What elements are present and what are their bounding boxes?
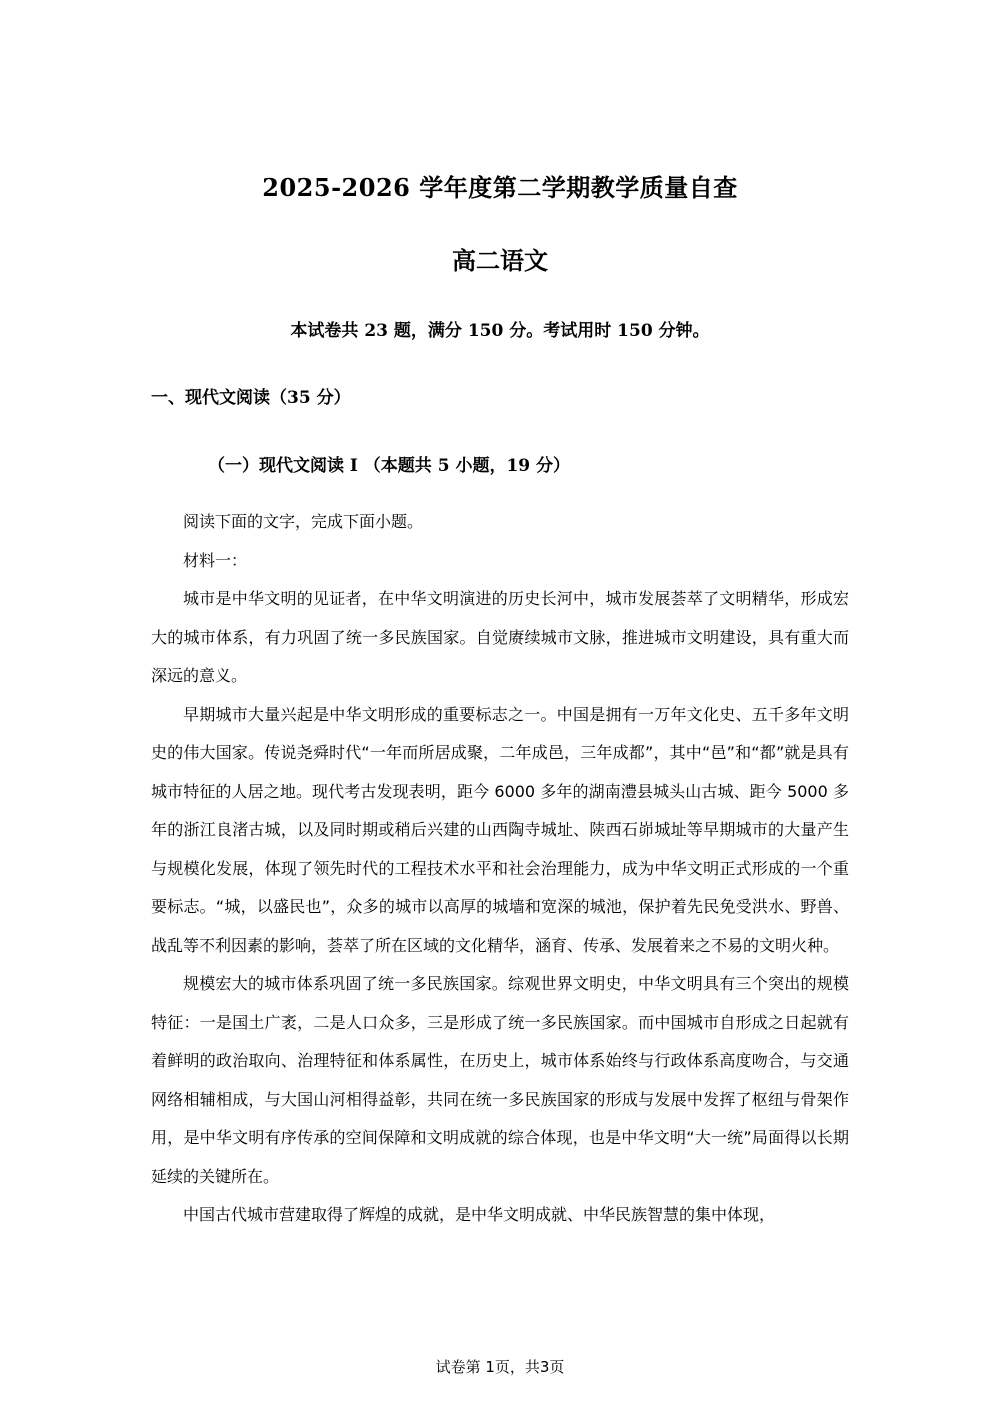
instruction-text: 阅读下面的文字，完成下面小题。 [183,512,424,531]
passage-paragraph: 规模宏大的城市体系巩固了统一多民族国家。综观世界文明史，中华文明具有三个突出的规模特征：一是国土广袤，二是人口众多，三是形成了统一多民族国家。而中国城市自形成之日起就有着鲜明的政治取向、治理特征和体系属性，在历史上，城市体系始终与行政体系高度吻合，与交通网络相辅相成，与大国山河相得益彰，共同在统一多民族国家的形成与发展中发挥了枢纽与骨架作用，是中华文明有序传承的空间保障和文明成就的综合体现，也是中华文明“大一统”局面得以长期延续的关键所在。 [151,974,849,1186]
subject-title: 高二语文 [452,246,548,275]
page-footer: 试卷第 1页，共3页 [435,1358,565,1376]
reading-passage [151,503,849,1235]
exam-info: 本试卷共 23 题，满分 150 分。考试用时 150 分钟。 [290,321,710,341]
passage-paragraph: 城市是中华文明的见证者，在中华文明演进的历史长河中，城市发展荟萃了文明精华，形成宏大的城市体系，有力巩固了统一多民族国家。自觉赓续城市文脉，推进城市文明建设，具有重大而深远的意义。 [151,589,849,685]
material-label: 材料一： [183,550,248,570]
section-heading: 一、现代文阅读（35 分） [151,388,351,408]
passage-paragraph: 中国古代城市营建取得了辉煌的成就，是中华文明成就、中华民族智慧的集中体现， [183,1205,776,1224]
exam-title: 2025-2026 学年度第二学期教学质量自查 [262,173,738,202]
passage-paragraph: 早期城市大量兴起是中华文明形成的重要标志之一。中国是拥有一万年文化史、五千多年文明史的伟大国家。传说尧舜时代“一年而所居成聚，二年成邑，三年成都”，其中“邑”和“都”就是具有城市特征的人居之地。现代考古发现表明，距今 6000 多年的湖南澧县城头山古城、距今 5000 多年的浙江良渚古城，以及同时期或稍后兴建的山西陶寺城址、陕西石峁城址等早期城市的大量产生与规模化发展，体现了领先时代的工程技术水平和社会治理能力，成为中华文明正式形成的一个重要标志。“城，以盛民也”，众多的城市以高厚的城墙和宽深的城池，保护着先民免受洪水、野兽、战乱等不利因素的影响，荟萃了所在区域的文化精华，涵育、传承、发展着来之不易的文明火种。 [151,704,849,955]
subsection-heading: （一）现代文阅读 I （本题共 5 小题，19 分） [208,456,571,476]
